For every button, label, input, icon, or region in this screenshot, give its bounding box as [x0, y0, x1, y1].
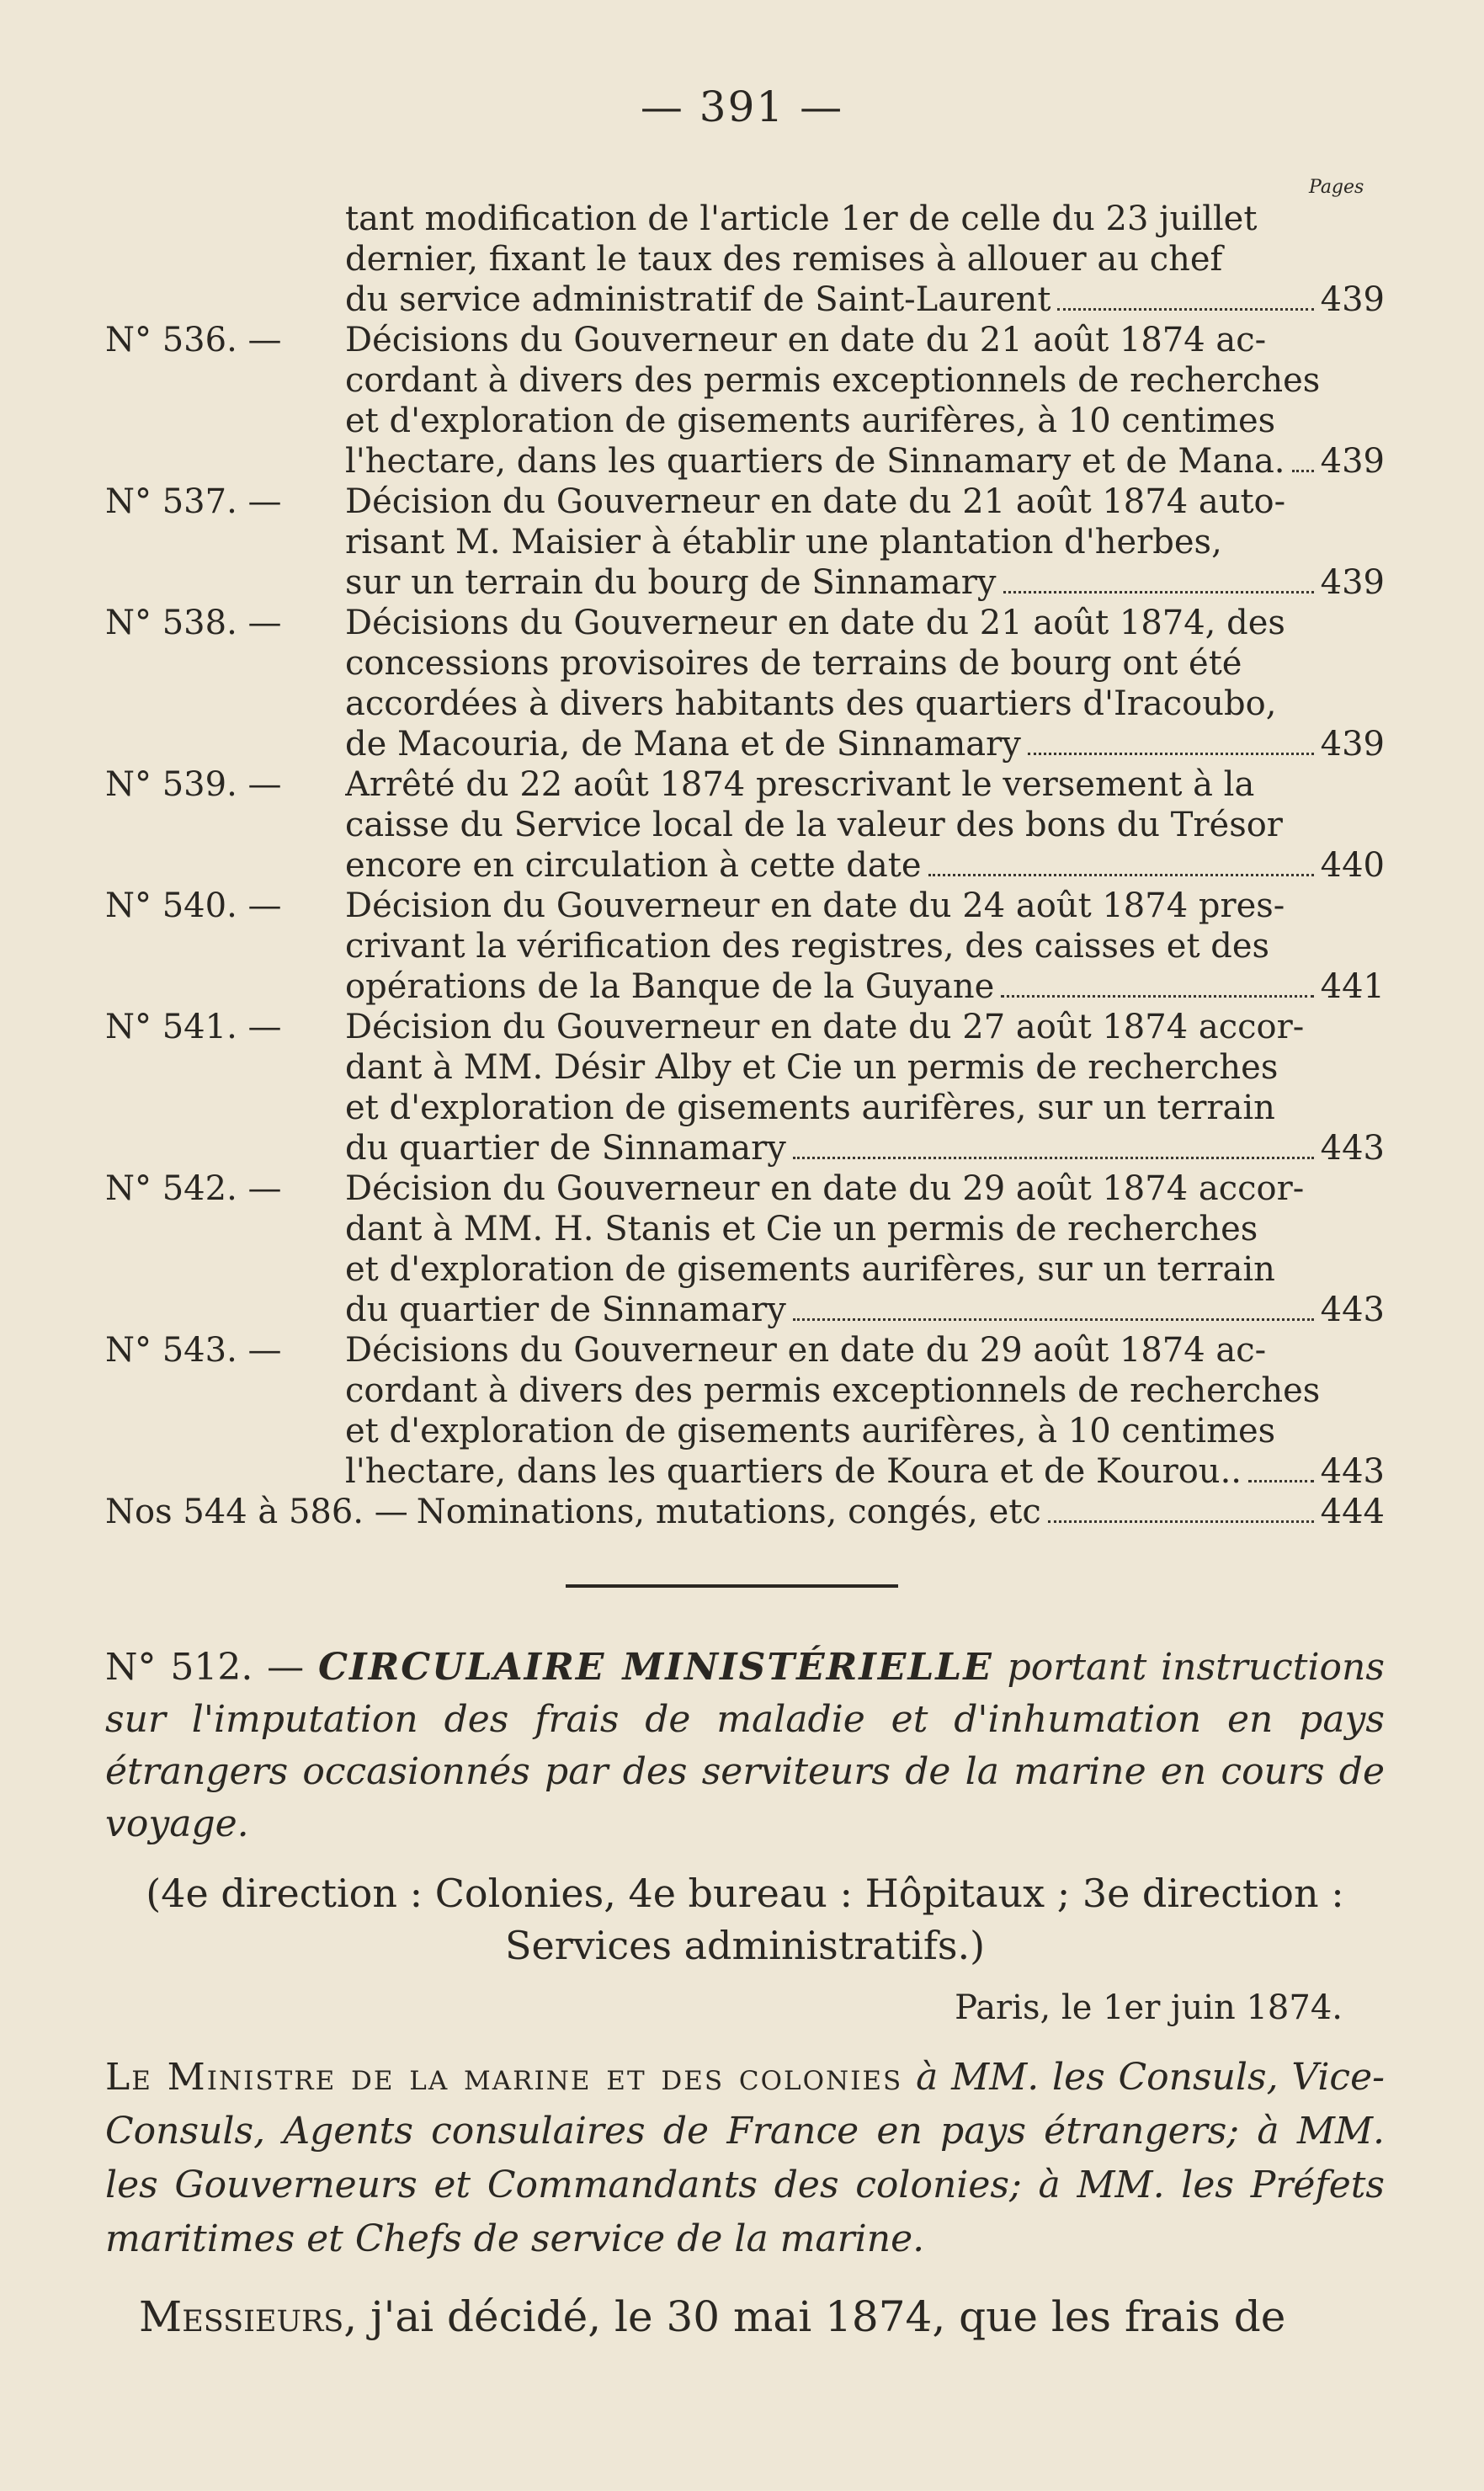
- dot-leader: [1048, 1520, 1314, 1523]
- toc-entry-number: N° 542. —: [105, 1169, 282, 1208]
- toc-entry-number: Nos 544 à 586. —: [105, 1493, 408, 1531]
- direction-line-2: Services administratifs.): [504, 1923, 986, 1968]
- toc-entry: [105, 199, 1385, 320]
- toc-entry-line: dant à MM. Désir Alby et Cie un permis de recherches: [345, 1048, 1279, 1087]
- toc-entry-last-line: de Macouria, de Mana et de Sinnamary: [345, 725, 1021, 764]
- toc-entry-body: [345, 886, 1385, 1007]
- toc-entry-line: concessions provisoires de terrains de bourg ont été: [345, 644, 1242, 683]
- toc-entry-line: Décision du Gouverneur en date du 24 août 1874 pres-: [345, 886, 1285, 925]
- dot-leader: [1003, 591, 1314, 593]
- toc-entry-line: dant à MM. H. Stanis et Cie un permis de recherches: [345, 1210, 1258, 1248]
- toc-entry-body: [345, 320, 1385, 482]
- toc-entry-page: 443: [1320, 1452, 1385, 1491]
- toc-entry-number: N° 538. —: [105, 604, 282, 642]
- toc-entry-line: Décision du Gouverneur en date du 27 août 1874 accor-: [345, 1008, 1305, 1046]
- toc-entry-page: 444: [1320, 1493, 1385, 1531]
- toc-entry-body: [345, 482, 1385, 603]
- toc-entry-line: Décisions du Gouverneur en date du 21 août 1874 ac-: [345, 321, 1267, 359]
- toc-entry: [105, 1007, 1385, 1168]
- page-number-header: — 391 —: [640, 83, 844, 131]
- toc-entry-page: 439: [1320, 563, 1385, 602]
- toc-entry-last-line: du quartier de Sinnamary: [345, 1129, 786, 1168]
- toc-entry-line: Décision du Gouverneur en date du 29 août 1874 accor-: [345, 1169, 1305, 1208]
- toc-entry-body: [345, 1330, 1385, 1492]
- toc-entry-line: et d'exploration de gisements aurifères, à 10 centimes: [345, 1412, 1276, 1450]
- circular-section: [105, 1642, 1385, 2344]
- toc-entry-last-line: l'hectare, dans les quartiers de Koura et de Kourou..: [345, 1452, 1242, 1491]
- toc-entry-body: [345, 603, 1385, 764]
- toc-entry-line: et d'exploration de gisements aurifères, sur un terrain: [345, 1088, 1275, 1127]
- circular-title: [105, 1642, 1385, 1850]
- toc-entry-line: Décisions du Gouverneur en date du 29 août 1874 ac-: [345, 1331, 1267, 1370]
- toc-entry-last-line: Nominations, mutations, congés, etc: [416, 1493, 1041, 1531]
- circular-title-rest: portant instructions sur l'imputation des frais de maladie et d'inhumation en pays étrangers occasionnés par des serviteurs de la marine en cours de voyage.: [105, 1646, 1385, 1845]
- toc-entry-last-line: encore en circulation à cette date: [345, 846, 922, 885]
- toc-entry-line: caisse du Service local de la valeur des bons du Trésor: [345, 806, 1283, 844]
- pages-column-label: Pages: [1309, 177, 1364, 198]
- dot-leader: [928, 874, 1314, 876]
- toc-entry-page: 439: [1320, 442, 1385, 481]
- toc-entry: [105, 482, 1385, 603]
- toc-entry-line: Arrêté du 22 août 1874 prescrivant le versement à la: [345, 765, 1255, 804]
- dot-leader: [793, 1157, 1314, 1159]
- circular-title-caps: CIRCULAIRE MINISTÉRIELLE: [318, 1646, 993, 1689]
- toc-entry-line: accordées à divers habitants des quartiers d'Iracoubo,: [345, 684, 1277, 723]
- toc-entry-line: et d'exploration de gisements aurifères, à 10 centimes: [345, 402, 1276, 440]
- toc-entry-page: 439: [1320, 725, 1385, 764]
- toc-entry-page: 440: [1320, 846, 1385, 885]
- opening-paragraph: [105, 2290, 1385, 2344]
- toc-entry-final: [105, 1492, 1385, 1532]
- direction-note: [105, 1867, 1385, 1972]
- toc-entry: [105, 603, 1385, 764]
- toc-entry-page: 441: [1320, 967, 1385, 1006]
- toc-entry-page: 443: [1320, 1129, 1385, 1168]
- dot-leader: [793, 1318, 1314, 1321]
- toc-entry-last-line: sur un terrain du bourg de Sinnamary: [345, 563, 997, 602]
- opening-text: j'ai décidé, le 30 mai 1874, que les frais de: [370, 2292, 1286, 2341]
- addressees: à MM. les Consuls, Vice-Consuls, Agents consulaires de France en pays étrangers; à MM. les Gouverneurs et Commandants des colonies; à MM. les Préfets maritimes et Chefs de service de la marine.: [105, 2056, 1385, 2260]
- toc-entry-last-line: l'hectare, dans les quartiers de Sinnamary et de Mana.: [345, 442, 1285, 481]
- toc-entry: [105, 764, 1385, 886]
- dot-leader: [1028, 753, 1314, 755]
- toc-entry-last-line: du service administratif de Saint-Laurent: [345, 280, 1051, 319]
- salutation: Messieurs,: [139, 2292, 358, 2341]
- table-of-contents: [105, 199, 1385, 1532]
- direction-line-1: (4e direction : Colonies, 4e bureau : Hôpitaux ; 3e direction :: [146, 1871, 1344, 1916]
- toc-entry: [105, 320, 1385, 482]
- toc-entry-line: cordant à divers des permis exceptionnels de recherches: [345, 1371, 1321, 1410]
- toc-entry-line: et d'exploration de gisements aurifères, sur un terrain: [345, 1250, 1275, 1289]
- toc-entry-last-line: opérations de la Banque de la Guyane: [345, 967, 995, 1006]
- toc-entry-line: tant modification de l'article 1er de celle du 23 juillet: [345, 200, 1258, 238]
- toc-entry-line: Décisions du Gouverneur en date du 21 août 1874, des: [345, 604, 1285, 642]
- toc-entry-line: risant M. Maisier à établir une plantation d'herbes,: [345, 523, 1222, 562]
- toc-entry-body: [345, 199, 1385, 320]
- dot-leader: [1001, 995, 1313, 998]
- toc-entry: [105, 886, 1385, 1007]
- toc-entry-last-line: du quartier de Sinnamary: [345, 1291, 786, 1329]
- toc-entry-line: crivant la vérification des registres, des caisses et des: [345, 927, 1270, 966]
- sender: Le Ministre de la marine et des colonies: [105, 2056, 903, 2099]
- toc-entry-number: N° 539. —: [105, 765, 282, 804]
- toc-entry-body: [345, 1007, 1385, 1168]
- circular-number: N° 512. —: [105, 1646, 305, 1689]
- toc-entry: [105, 1330, 1385, 1492]
- address-block: [105, 2051, 1385, 2266]
- dot-leader: [1292, 470, 1314, 472]
- toc-entry-number: N° 540. —: [105, 886, 282, 925]
- toc-entry-page: 439: [1320, 280, 1385, 319]
- toc-entry-number: N° 536. —: [105, 321, 282, 359]
- toc-entry-line: Décision du Gouverneur en date du 21 août 1874 auto-: [345, 482, 1286, 521]
- toc-entry-body: [345, 764, 1385, 886]
- dot-leader: [1057, 308, 1313, 311]
- toc-entry-page: 443: [1320, 1291, 1385, 1329]
- toc-entry-body: [345, 1168, 1385, 1330]
- toc-entry: [105, 1168, 1385, 1330]
- toc-entry-number: N° 537. —: [105, 482, 282, 521]
- dot-leader: [1248, 1480, 1314, 1482]
- dateline: Paris, le 1er juin 1874.: [955, 1988, 1343, 2027]
- section-divider: [566, 1584, 898, 1588]
- toc-entry-line: dernier, fixant le taux des remises à allouer au chef: [345, 240, 1223, 279]
- toc-entry-line: cordant à divers des permis exceptionnels de recherches: [345, 361, 1321, 400]
- toc-entry-number: N° 543. —: [105, 1331, 282, 1370]
- toc-entry-number: N° 541. —: [105, 1008, 282, 1046]
